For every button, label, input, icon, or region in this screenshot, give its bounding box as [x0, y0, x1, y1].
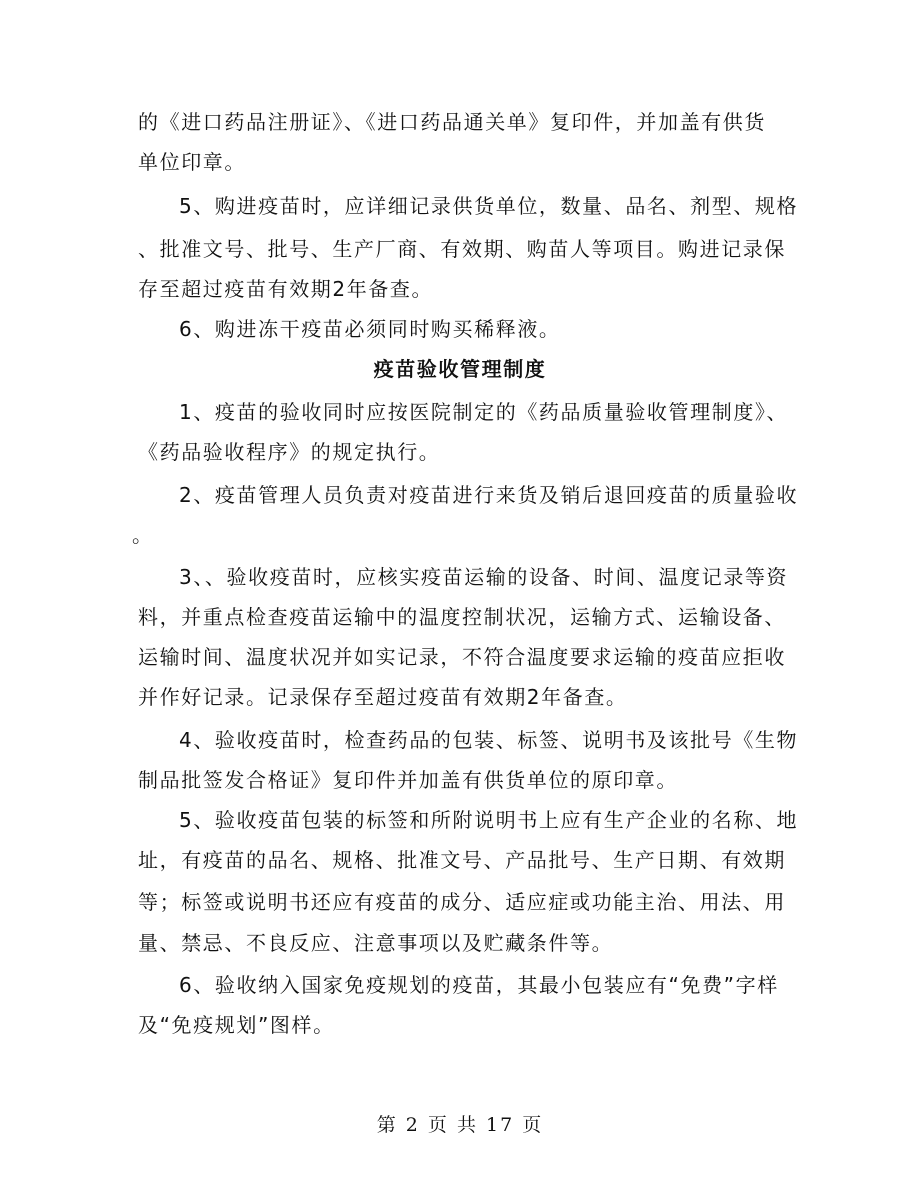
text-line: 料，并重点检查疫苗运输中的温度控制状况，运输方式、运输设备、: [138, 605, 786, 629]
text-line: 存至超过疫苗有效期2年备查。: [138, 277, 434, 301]
text-line: 运输时间、温度状况并如实记录，不符合温度要求运输的疫苗应拒收: [138, 645, 786, 669]
text-line: 址，有疫苗的品名、规格、批准文号、产品批号、生产日期、有效期: [138, 848, 786, 872]
text-line: 3、、验收疫苗时，应核实疫苗运输的设备、时间、温度记录等资: [179, 565, 789, 589]
text-line: 的《进口药品注册证》、《进口药品通关单》复印件，并加盖有供货: [138, 110, 766, 134]
text-line: 5、购进疫苗时，应详细记录供货单位，数量、品名、剂型、规格: [179, 194, 799, 218]
text-line: 6、验收纳入国家免疫规划的疫苗，其最小包装应有“免费”字样: [179, 973, 779, 997]
page-number: 第 2 页 共 17 页: [376, 1114, 544, 1136]
text-line: 6、购进冻干疫苗必须同时购买稀释液。: [179, 317, 561, 341]
section-title: 疫苗验收管理制度: [373, 357, 547, 381]
text-line: 量、禁忌、不良反应、注意事项以及贮藏条件等。: [138, 931, 614, 955]
text-line: 、批准文号、批号、生产厂商、有效期、购苗人等项目。购进记录保: [138, 237, 786, 261]
text-line: 4、验收疫苗时，检查药品的包装、标签、说明书及该批号《生物: [179, 728, 799, 752]
text-line: 《药品验收程序》的规定执行。: [138, 440, 441, 464]
text-line: 制品批签发合格证》复印件并加盖有供货单位的原印章。: [138, 768, 678, 792]
text-line: 1、疫苗的验收同时应按医院制定的《药品质量验收管理制度》、: [179, 400, 789, 424]
text-line: 并作好记录。记录保存至超过疫苗有效期2年备查。: [138, 685, 628, 709]
text-line: 等；标签或说明书还应有疫苗的成分、适应症或功能主治、用法、用: [138, 890, 786, 914]
text-line: 及“免疫规划”图样。: [138, 1013, 335, 1037]
text-line: 单位印章。: [138, 150, 246, 174]
text-line: 5、验收疫苗包装的标签和所附说明书上应有生产企业的名称、地: [179, 808, 799, 832]
text-line: 2、疫苗管理人员负责对疫苗进行来货及销后退回疫苗的质量验收: [179, 483, 799, 507]
text-line: 。: [132, 523, 154, 547]
